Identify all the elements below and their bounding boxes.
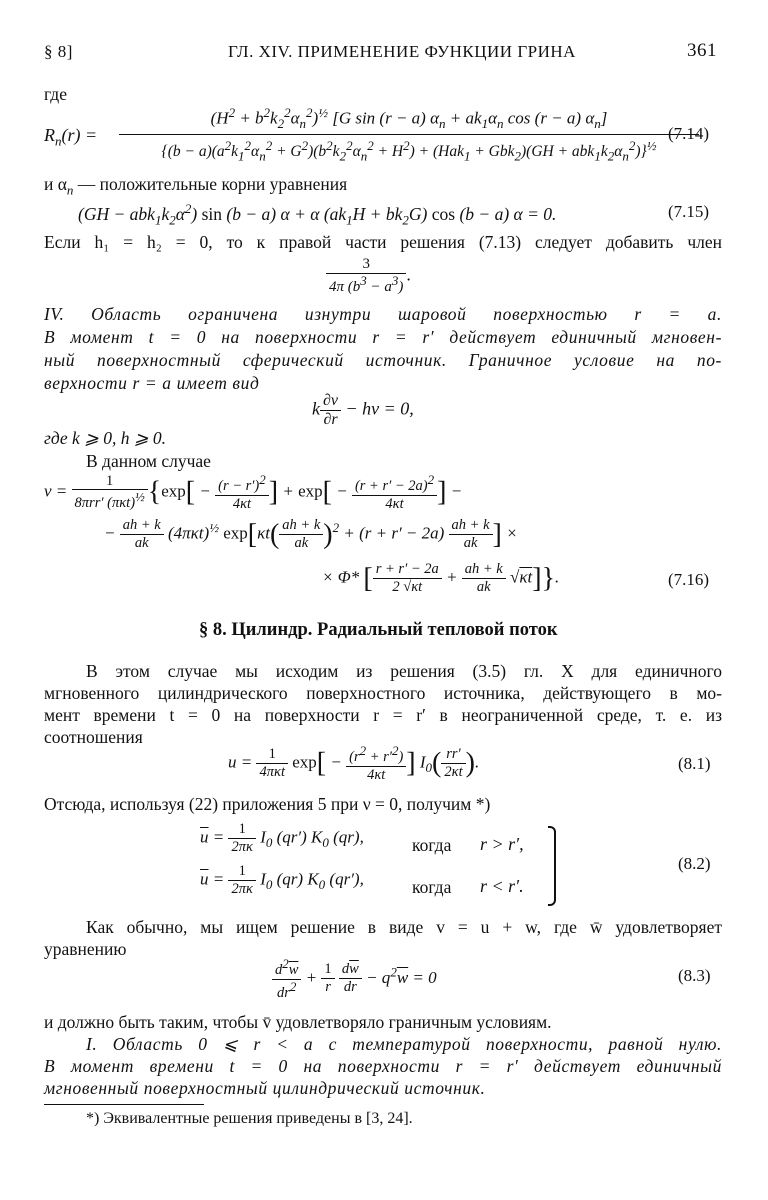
equation-8-2-line-1: $\overline{u}$ = $\frac{1}{2\pi\kappa}$ $I_0$ (qr′) $K_0$ (qr), (200, 821, 364, 855)
equation-7-16-line-2: − $\frac{ah + k}{ak}$ $(4\pi\kappa t)^{\frac{1}{2}}$ exp[κt( $\frac{ah + k}{ak}$ )$^2$ + (r + r′ − 2a) $\frac{ah + k}{ak}$ ] × (104, 517, 518, 551)
eq-number-8-3: (8.3) (678, 966, 711, 985)
eq-number-7-14: (7.14) (668, 124, 710, 143)
case-iv-line-3: ный поверхностный сферический источник. Граничное условие на по- (44, 350, 722, 370)
header-chapter-title: ГЛ. XIV. ПРИМЕНЕНИЕ ФУНКЦИИ ГРИНА (228, 42, 576, 61)
case-i-line-2: В момент времени t = 0 на поверхности r = r′ действует единичный (44, 1056, 722, 1076)
right-brace (548, 826, 556, 906)
equation-7-16-line-1: v = $\frac{1}{8\pi rr' (\pi\kappa t)^{\frac{1}{2}}}$ {exp[ − $\frac{(r - r')^2}{4\kappa t}$ ] + exp[ − $\frac{(r + r' - 2a)^2}{4\kappa t}$ ] − (44, 472, 463, 512)
equation-8-2-line-2: $\overline{u}$ = $\frac{1}{2\pi\kappa}$ $I_0$ (qr) $K_0$ (qr′), (200, 863, 364, 897)
paragraph-1-line-3: мент времени t = 0 на поверхности r = r′ в неограниченной среде, т. е. из (44, 705, 722, 725)
equation-7-15: $(GH - abk_1k_2\alpha^2)$ sin (b − a) α + α $(ak_1H + bk_2G)$ cos (b − a) α = 0. (78, 201, 557, 228)
header-section-ref: § 8] (44, 42, 73, 61)
eq-number-7-15: (7.15) (668, 202, 710, 221)
footnote: *) Эквивалентные решения приведены в [3, 24]. (86, 1110, 413, 1127)
in-this-case-text: В данном случае (86, 451, 211, 471)
equation-8-1: u = $\frac{1}{\text{4πκt}}$ exp[ − $\frac{(r^2 + r'^2)}{4\kappa t}$ ] $I_0$( $\frac{rr'}{2\kappa t}$ ). (228, 743, 480, 783)
when-label-2: когда (412, 877, 452, 897)
footnote-rule (44, 1104, 204, 1105)
boundary-text: и должно быть таким, чтобы v̄ удовлетворяло граничным условиям. (44, 1012, 552, 1032)
case-i-line-3: мгновенный поверхностный цилиндрический источник. (44, 1078, 486, 1098)
eq-number-8-1: (8.1) (678, 754, 711, 773)
page-number: 361 (687, 40, 717, 61)
condition-1: r > r′, (480, 834, 524, 854)
word-gde: где (44, 84, 67, 104)
equation-8-3: $\frac{d^2\overline{w}}{dr^2}$ + $\frac{1}{r}$ $\frac{d\overline{w}}{dr}$ − $q^2\overline{w} = 0$ (272, 957, 437, 1001)
boundary-condition-eq: k $\frac{\partial v}{\partial r}$ − hv = 0, (312, 392, 414, 428)
if-h-zero-text: Если h₁ = h₂ = 0, то к правой части решения (7.13) следует добавить член (44, 232, 722, 252)
book-page: § 8] ГЛ. XIV. ПРИМЕНЕНИЕ ФУНКЦИИ ГРИНА 361 где $R_n(r)$ = $(H^2 + b^2k_2^2\alpha_n^2)^{\frac{1}{2}}$ [G sin (r − a) $\alpha_n + ak_1\alpha_n$ cos (r − a) $\alpha_n$] $\{(b - a)(a^2k_1^2\alpha_n^2 + G^2)(b^2k_2^2\alpha_n^2 + H^2) + (Hak_1 + Gbk_2)(GH + abk_1k_2\alpha_n^2)\}^{\frac{1}{2}}$ (7.14) и $\alpha_n$ — положительные корни уравнения $(GH - abk_1k_2\alpha^2)$ sin (b − a) α + α $(ak_1H + bk_2G)$ cos (b − a) α = 0. (7.15) Если h₁ = h₂ = 0, то к правой части решения (7.13) следует добавить член $\frac{3}{4\pi (b^3 - a^3)}$ . IV. Область ограничена изнутри шаровой поверхностью r = a. В момент t = 0 на поверхности r = r′ действует единичный мгновен- ный поверхностный сферический источник. Граничное условие на по- верхности r = a имеет вид k $\frac{\partial v}{\partial r}$ − hv = 0, где k ⩾ 0, h ⩾ 0. В данном случае v = $\frac{1}{8\pi rr' (\pi\kappa t)^{\frac{1}{2}}}$ {exp[ − $\frac{(r - r')^2}{4\kappa t}$ ] + exp[ − $\frac{(r + r' - 2a)^2}{4\kappa t}$ ] − − $\frac{ah + k}{ak}$ $(4\pi\kappa t)^{\frac{1}{2}}$ exp[κt( $\frac{ah + k}{ak}$ )$^2$ + (r + r′ − 2a) $\frac{ah + k}{ak}$ ] × × Φ* [ $\frac{r + r' - 2a}{2 √\kappa t}$ + $\frac{ah + k}{ak}$ √κt]}. (7.16) § 8. Цилиндр. Радиальный тепловой поток В этом случае мы исходим из решения (3.5) гл. X для единичного мгновенного цилиндрического поверхностного источника, действующего в мо- мент времени t = 0 на поверхности r = r′ в неограниченной среде, т. е. из соотношения u = $\frac{1}{\text{4πκt}}$ exp[ − $\frac{(r^2 + r'^2)}{4\kappa t}$ ] $I_0$( $\frac{rr'}{2\kappa t}$ ). (8.1) Отсюда, используя (22) приложения 5 при ν = 0, получим *) $\overline{u}$ = $\frac{1}{2\pi\kappa}$ $I_0$ (qr′) $K_0$ (qr), когда r > r′, $\overline{u}$ = $\frac{1}{2\pi\kappa}$ $I_0$ (qr) $K_0$ (qr′), когда r < r′. (8.2) Как обычно, мы ищем решение в виде v = u + w, где w̄ удовлетворяет уравнению $\frac{d^2\overline{w}}{dr^2}$ + $\frac{1}{r}$ $\frac{d\overline{w}}{dr}$ − $q^2\overline{w} = 0$ (8.3) и должно быть таким, чтобы v̄ удовлетворяло граничным условиям. I. Область 0 ⩽ r < a с температурой поверхности, равной нулю. В момент времени t = 0 на поверхности r = r′ действует единичный мгновенный поверхностный цилиндрический источник. *) Эквивалентные решения приведены в [3, 24]. (44, 40, 722, 1127)
paragraph-1-line-4: соотношения (44, 727, 143, 747)
section-title: § 8. Цилиндр. Радиальный тепловой поток (199, 620, 558, 640)
paragraph-2-line-2: уравнению (44, 939, 127, 959)
alpha-roots-text: и $\alpha_n$ — положительные корни уравнения (44, 174, 348, 198)
eq-number-8-2: (8.2) (678, 854, 711, 873)
paragraph-1-line-2: мгновенного цилиндрического поверхностного источника, действующего в мо- (44, 683, 722, 703)
case-iv-line-1: IV. Область ограничена изнутри шаровой поверхностью r = a. (44, 304, 722, 324)
where-k-h: где k ⩾ 0, h ⩾ 0. (44, 428, 167, 448)
condition-2: r < r′. (480, 876, 524, 896)
paragraph-2-line-1: Как обычно, мы ищем решение в виде v = u + w, где w̄ удовлетворяет (86, 917, 722, 937)
case-iv-line-2: В момент t = 0 на поверхности r = r′ действует единичный мгновен- (44, 327, 722, 347)
added-term-fraction: $\frac{3}{4\pi (b^3 - a^3)}$ . (326, 256, 411, 296)
case-iv-line-4: верхности r = a имеет вид (44, 373, 260, 393)
eq-number-7-16: (7.16) (668, 570, 710, 589)
paragraph-1-line-1: В этом случае мы исходим из решения (3.5) гл. X для единичного (86, 661, 722, 681)
case-i-line-1: I. Область 0 ⩽ r < a с температурой поверхности, равной нулю. (86, 1034, 722, 1054)
equation-7-16-line-3: × Φ* [ $\frac{r + r' - 2a}{2 √\kappa t}$ + $\frac{ah + k}{ak}$ √κt]}. (322, 561, 560, 595)
when-label-1: когда (412, 835, 452, 855)
hence-text: Отсюда, используя (22) приложения 5 при ν = 0, получим *) (44, 794, 491, 814)
